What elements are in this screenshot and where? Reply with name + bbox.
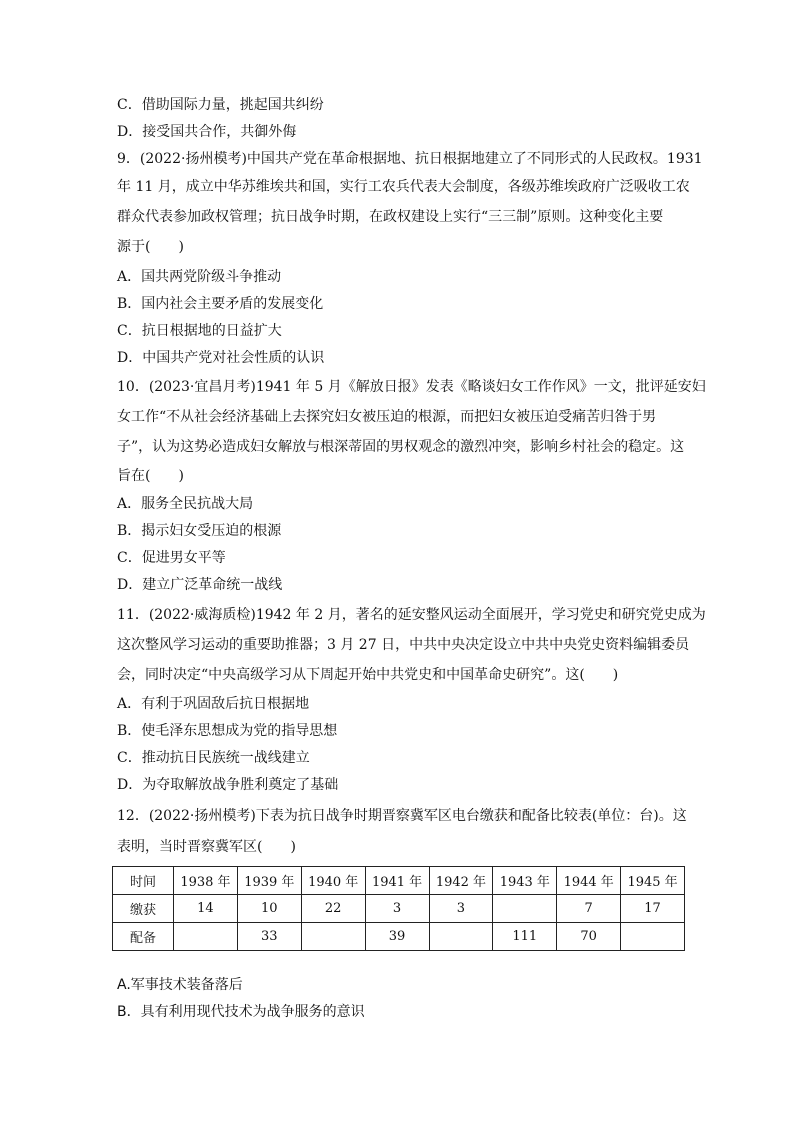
table-cell: 10 [237,895,301,923]
q9-stem-line-4: 源于( ) [117,239,184,255]
table-cell: 22 [301,895,365,923]
q10-stem-line-2: 女工作“不从社会经济基础上去探究妇女被压迫的根源，而把妇女被压迫受痛苦归咎于男 [117,409,657,425]
table-cell: 14 [174,895,238,923]
radio-comparison-table [112,866,685,951]
q11-option-a: A．有利于巩固敌后抗日根据地 [117,696,310,712]
q8-option-c: C．借助国际力量，挑起国共纠纷 [117,97,324,113]
table-cell [174,923,238,951]
table-row [113,923,685,951]
q8-option-d: D．接受国共合作，共御外侮 [117,124,297,140]
table-cell: 17 [621,895,685,923]
table-header-cell: 1945 年 [621,867,685,895]
table-cell: 70 [557,923,621,951]
q10-stem-line-3: 子”，认为这势必造成妇女解放与根深蒂固的男权观念的激烈冲突，影响乡村社会的稳定。这 [117,439,685,455]
table-header-cell: 1938 年 [174,867,238,895]
table-cell: 33 [237,923,301,951]
table-cell: 39 [365,923,429,951]
q10-stem-line-1: 10．(2023·宜昌月考)1941 年 5 月《解放日报》发表《略谈妇女工作作风》一文，批评延安妇 [117,379,706,395]
q10-option-a: A．服务全民抗战大局 [117,496,254,512]
table-header-row [113,867,685,895]
q11-stem-line-2: 这次整风学习运动的重要助推器；3 月 27 日，中共中央决定设立中共中央党史资料编辑委员 [117,637,690,653]
table-header-cell: 1944 年 [557,867,621,895]
q10-option-d: D．建立广泛革命统一战线 [117,577,283,593]
q12-stem-line-1: 12．(2022·扬州模考)下表为抗日战争时期晋察冀军区电台缴获和配备比较表(单位：台)。这 [117,808,687,824]
q12-option-b: B．具有利用现代技术为战争服务的意识 [117,1004,365,1020]
q12-option-a: A.军事技术装备落后 [117,977,243,993]
q11-option-c: C．推动抗日民族统一战线建立 [117,750,310,766]
table-cell: 3 [365,895,429,923]
table-header-cell: 1942 年 [429,867,493,895]
table-cell: 111 [493,923,557,951]
q9-option-b: B．国内社会主要矛盾的发展变化 [117,296,324,312]
q11-stem-line-1: 11．(2022·威海质检)1942 年 2 月，著名的延安整风运动全面展开，学习党史和研究党史成为 [117,607,706,623]
q9-stem-line-2: 年 11 月，成立中华苏维埃共和国，实行工农兵代表大会制度，各级苏维埃政府广泛吸收工农 [117,179,690,195]
q11-option-b: B．使毛泽东思想成为党的指导思想 [117,723,338,739]
q9-option-d: D．中国共产党对社会性质的认识 [117,350,325,366]
table-header-cell: 1943 年 [493,867,557,895]
table-cell: 7 [557,895,621,923]
q11-stem-line-3: 会，同时决定“中央高级学习从下周起开始中共党史和中国革命史研究”。这( ) [117,667,619,683]
table-cell: 缴获 [113,895,174,923]
table-cell [301,923,365,951]
q10-stem-line-4: 旨在( ) [117,468,184,484]
table-header-cell: 时间 [113,867,174,895]
table-cell [429,923,493,951]
table-cell [621,923,685,951]
table-cell: 3 [429,895,493,923]
table-cell [493,895,557,923]
q10-option-b: B．揭示妇女受压迫的根源 [117,523,282,539]
table-cell: 配备 [113,923,174,951]
q9-option-a: A．国共两党阶级斗争推动 [117,269,282,285]
table-header-cell: 1940 年 [301,867,365,895]
q9-stem-line-3: 群众代表参加政权管理；抗日战争时期，在政权建设上实行“三三制”原则。这种变化主要 [117,209,664,225]
table-row [113,895,685,923]
q11-option-d: D．为夺取解放战争胜利奠定了基础 [117,777,339,793]
q9-stem-line-1: 9．(2022·扬州模考)中国共产党在革命根据地、抗日根据地建立了不同形式的人民政权。1931 [117,151,703,167]
table-header-cell: 1941 年 [365,867,429,895]
q12-stem-line-2: 表明，当时晋察冀军区( ) [117,839,296,855]
table-header-cell: 1939 年 [237,867,301,895]
q9-option-c: C．抗日根据地的日益扩大 [117,323,282,339]
q10-option-c: C．促进男女平等 [117,550,226,566]
